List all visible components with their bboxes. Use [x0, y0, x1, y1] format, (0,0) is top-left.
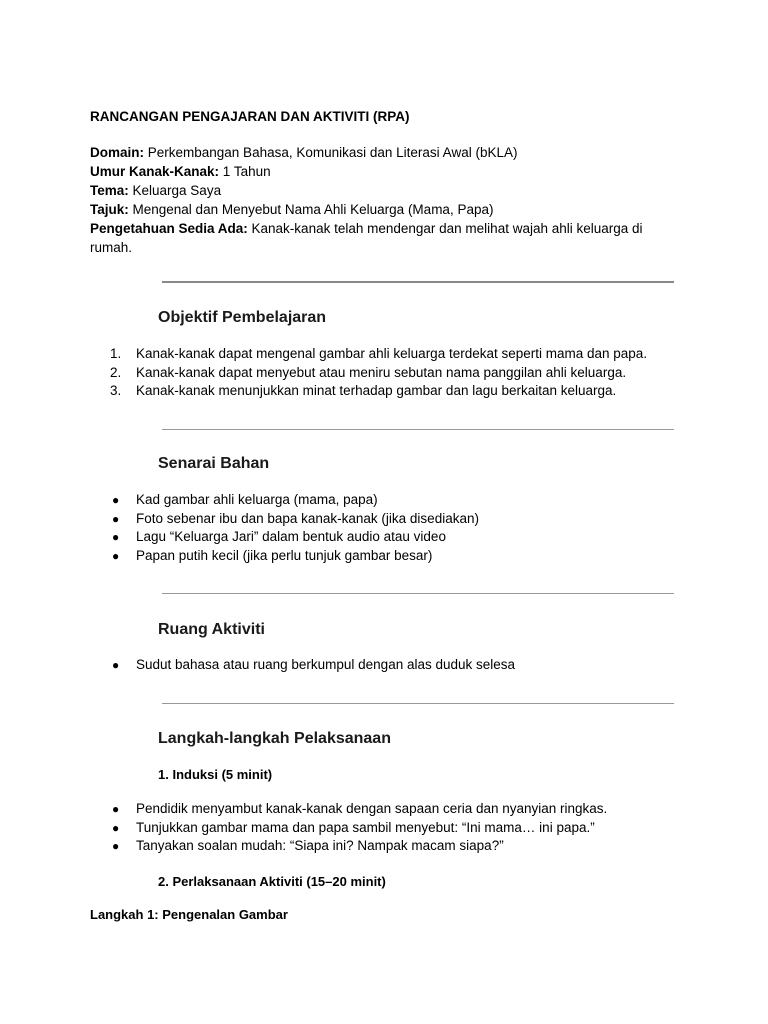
- list-item: [110, 837, 710, 856]
- ruang-list: [110, 656, 710, 675]
- meta-value: 1 Tahun: [219, 164, 271, 179]
- meta-tajuk: [90, 200, 680, 219]
- document-title: RANCANGAN PENGAJARAN DAN AKTIVITI (RPA): [90, 109, 410, 124]
- section-divider: [162, 429, 674, 430]
- list-item-text: Tunjukkan gambar mama dan papa sambil menyebut: “Ini mama… ini papa.”: [136, 819, 595, 835]
- list-item-text: Kanak-kanak dapat mengenal gambar ahli keluarga terdekat seperti mama dan papa.: [136, 346, 648, 361]
- list-item: [110, 528, 710, 547]
- list-item-text: Tanyakan soalan mudah: “Siapa ini? Nampak macam siapa?”: [136, 838, 504, 854]
- bahan-heading: Senarai Bahan: [158, 455, 270, 472]
- bullet-icon: ●: [112, 530, 120, 545]
- meta-value: Perkembangan Bahasa, Komunikasi dan Literasi Awal (bKLA): [144, 145, 518, 160]
- ruang-heading: Ruang Aktiviti: [158, 621, 265, 638]
- list-item: [110, 345, 710, 364]
- list-item: [110, 491, 710, 510]
- list-item-text: Papan putih kecil (jika perlu tunjuk gambar besar): [136, 548, 433, 564]
- induksi-list: [110, 800, 710, 856]
- list-item: [110, 510, 710, 529]
- bahan-list: [110, 491, 710, 566]
- section-divider: [162, 281, 674, 283]
- list-number: 3.: [110, 383, 122, 399]
- langkah1-heading: Langkah 1: Pengenalan Gambar: [90, 907, 288, 922]
- section-divider: [162, 703, 674, 704]
- objektif-heading: Objektif Pembelajaran: [158, 309, 327, 326]
- section-divider: [162, 593, 674, 594]
- meta-value: Mengenal dan Menyebut Nama Ahli Keluarga (Mama, Papa): [128, 202, 494, 217]
- objektif-list: [110, 345, 710, 401]
- bullet-icon: ●: [112, 493, 120, 507]
- meta-tema: [90, 181, 680, 200]
- list-item: [110, 800, 710, 819]
- bullet-icon: ●: [112, 839, 120, 854]
- bullet-icon: ●: [112, 820, 120, 835]
- meta-label: Pengetahuan Sedia Ada:: [90, 221, 248, 236]
- meta-domain: [90, 143, 680, 162]
- list-item: [110, 364, 710, 383]
- list-number: 2.: [110, 364, 122, 380]
- bullet-icon: ●: [112, 802, 120, 816]
- meta-label: Tajuk:: [90, 202, 129, 217]
- list-number: 1.: [110, 346, 122, 361]
- meta-label: Umur Kanak-Kanak:: [90, 164, 220, 179]
- bullet-icon: ●: [112, 549, 120, 564]
- list-item-text: Kanak-kanak dapat menyebut atau meniru sebutan nama panggilan ahli keluarga.: [136, 364, 627, 380]
- meta-value: Kanak-kanak telah mendengar dan melihat wajah ahli keluarga di rumah.: [90, 221, 643, 255]
- document-meta: [90, 143, 680, 257]
- list-item-text: Kanak-kanak menunjukkan minat terhadap gambar dan lagu berkaitan keluarga.: [136, 383, 617, 399]
- bullet-icon: ●: [112, 511, 120, 526]
- list-item-text: Pendidik menyambut kanak-kanak dengan sapaan ceria dan nyanyian ringkas.: [136, 801, 608, 816]
- induksi-heading: 1. Induksi (5 minit): [158, 767, 273, 782]
- langkah-heading: Langkah-langkah Pelaksanaan: [158, 730, 391, 747]
- list-item: [110, 382, 710, 401]
- list-item-text: Foto sebenar ibu dan bapa kanak-kanak (jika disediakan): [136, 510, 479, 526]
- meta-value: Keluarga Saya: [128, 183, 222, 198]
- bullet-icon: ●: [112, 658, 120, 672]
- meta-label: Domain:: [90, 145, 144, 160]
- pelaksanaan-heading: 2. Perlaksanaan Aktiviti (15–20 minit): [158, 874, 386, 889]
- list-item: [110, 819, 710, 838]
- meta-label: Tema:: [90, 183, 129, 198]
- list-item: [110, 547, 710, 566]
- list-item-text: Sudut bahasa atau ruang berkumpul dengan alas duduk selesa: [136, 657, 516, 672]
- meta-umur: [90, 162, 680, 181]
- list-item-text: Kad gambar ahli keluarga (mama, papa): [136, 492, 378, 507]
- list-item-text: Lagu “Keluarga Jari” dalam bentuk audio atau video: [136, 529, 446, 545]
- list-item: [110, 656, 710, 675]
- meta-pengetahuan: [90, 219, 680, 257]
